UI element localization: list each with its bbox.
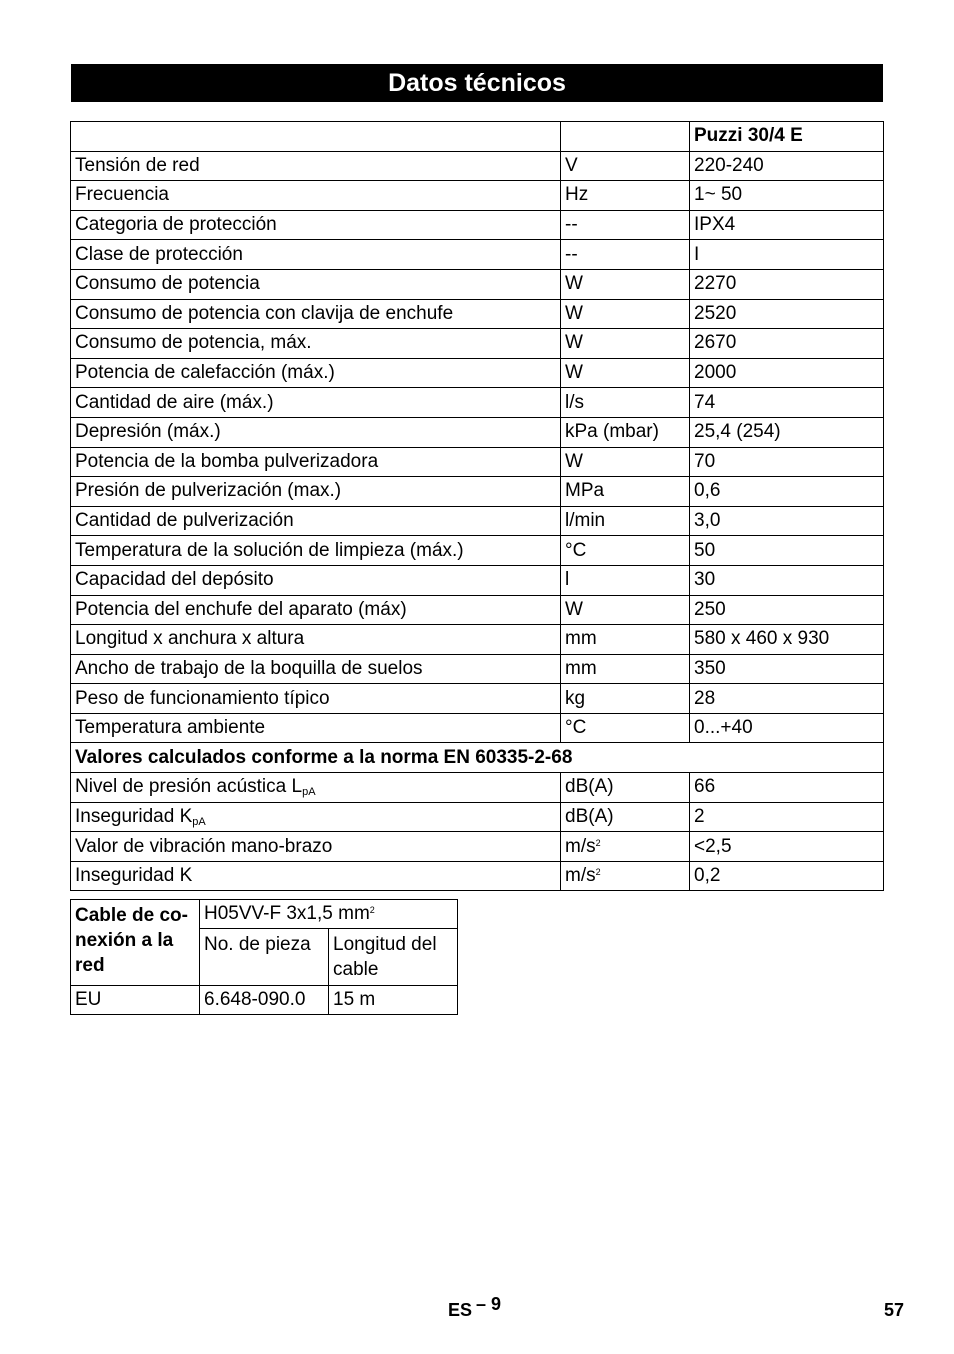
spec-unit: W xyxy=(561,299,690,329)
spec-label: Inseguridad K xyxy=(71,861,561,891)
spec-label xyxy=(71,773,561,803)
spec-unit: dB(A) xyxy=(561,773,690,803)
uncertainty-label: Inseguridad K xyxy=(75,805,193,827)
spec-value: <2,5 xyxy=(690,832,884,862)
table-row xyxy=(71,240,884,270)
cable-row-type xyxy=(71,900,458,929)
table-row xyxy=(71,802,884,832)
spec-label: Frecuencia xyxy=(71,181,561,211)
spec-unit: l/min xyxy=(561,506,690,536)
spec-value: 66 xyxy=(690,773,884,803)
spec-label: Categoria de protección xyxy=(71,210,561,240)
table-row xyxy=(71,595,884,625)
spec-label: Longitud x anchura x altura xyxy=(71,625,561,655)
spec-label: Peso de funcionamiento típico xyxy=(71,684,561,714)
spec-label: Temperatura de la solución de limpieza (máx.) xyxy=(71,536,561,566)
section-header: Valores calculados conforme a la norma EN 60335-2-68 xyxy=(71,743,884,773)
spec-label: Potencia de la bomba pulverizadora xyxy=(71,447,561,477)
spec-header-blank xyxy=(71,122,561,152)
spec-value: 2520 xyxy=(690,299,884,329)
spec-unit: W xyxy=(561,329,690,359)
spec-unit: V xyxy=(561,151,690,181)
spec-label: Temperatura ambiente xyxy=(71,713,561,743)
spec-unit: l/s xyxy=(561,388,690,418)
spec-unit: Hz xyxy=(561,181,690,211)
spec-value: IPX4 xyxy=(690,210,884,240)
spec-value: 580 x 460 x 930 xyxy=(690,625,884,655)
spec-label: Potencia del enchufe del aparato (máx) xyxy=(71,595,561,625)
spec-value: 0,2 xyxy=(690,861,884,891)
uncertainty-sub: pA xyxy=(192,815,206,828)
vib-unit: m/s xyxy=(565,835,596,857)
spec-value: I xyxy=(690,240,884,270)
spec-label: Potencia de calefacción (máx.) xyxy=(71,358,561,388)
table-row xyxy=(71,713,884,743)
spec-value: 3,0 xyxy=(690,506,884,536)
cable-type-sup: 2 xyxy=(369,905,375,915)
table-row xyxy=(71,625,884,655)
noise-label: Nivel de presión acústica L xyxy=(75,776,303,798)
spec-value: 250 xyxy=(690,595,884,625)
vib-unit-sup: 2 xyxy=(595,837,601,848)
spec-value: 0...+40 xyxy=(690,713,884,743)
footer-section-page: – 9 xyxy=(476,1294,502,1314)
spec-header-row xyxy=(71,122,884,152)
spec-calculated-body xyxy=(71,743,884,891)
spec-value: 350 xyxy=(690,654,884,684)
cable-region: EU xyxy=(71,986,200,1015)
spec-table xyxy=(70,121,884,891)
spec-value: 220-240 xyxy=(690,151,884,181)
cable-length: 15 m xyxy=(329,986,458,1015)
spec-label: Clase de protección xyxy=(71,240,561,270)
spec-unit: l xyxy=(561,565,690,595)
spec-label: Cantidad de pulverización xyxy=(71,506,561,536)
spec-value: 2270 xyxy=(690,269,884,299)
table-row xyxy=(71,210,884,240)
spec-unit xyxy=(561,832,690,862)
spec-label: Consumo de potencia, máx. xyxy=(71,329,561,359)
spec-value: 30 xyxy=(690,565,884,595)
spec-value: 70 xyxy=(690,447,884,477)
spec-value: 2000 xyxy=(690,358,884,388)
spec-unit: W xyxy=(561,358,690,388)
table-row xyxy=(71,358,884,388)
cable-col-part: No. de pieza xyxy=(200,929,329,986)
spec-value: 1~ 50 xyxy=(690,181,884,211)
spec-value: 2 xyxy=(690,802,884,832)
spec-value: 28 xyxy=(690,684,884,714)
spec-value: 25,4 (254) xyxy=(690,417,884,447)
table-row xyxy=(71,565,884,595)
spec-label: Valor de vibración mano-brazo xyxy=(71,832,561,862)
table-row xyxy=(71,329,884,359)
spec-unit: dB(A) xyxy=(561,802,690,832)
spec-unit: kg xyxy=(561,684,690,714)
table-row xyxy=(71,832,884,862)
footer-language xyxy=(448,1294,502,1321)
spec-unit: MPa xyxy=(561,477,690,507)
cable-header: Cable de co-nexión a la red xyxy=(71,900,200,986)
table-row xyxy=(71,861,884,891)
spec-unit: W xyxy=(561,269,690,299)
table-row xyxy=(71,536,884,566)
table-row xyxy=(71,506,884,536)
spec-value: 2670 xyxy=(690,329,884,359)
spec-label: Tensión de red xyxy=(71,151,561,181)
spec-label: Capacidad del depósito xyxy=(71,565,561,595)
spec-header-blank-unit xyxy=(561,122,690,152)
cable-row-eu xyxy=(71,986,458,1015)
table-row xyxy=(71,181,884,211)
table-row xyxy=(71,151,884,181)
spec-label: Cantidad de aire (máx.) xyxy=(71,388,561,418)
spec-unit: -- xyxy=(561,240,690,270)
cable-type xyxy=(200,900,458,929)
spec-value: 74 xyxy=(690,388,884,418)
spec-unit: mm xyxy=(561,654,690,684)
cable-table xyxy=(70,899,458,1015)
spec-label xyxy=(71,802,561,832)
table-row xyxy=(71,417,884,447)
table-row xyxy=(71,773,884,803)
spec-unit: W xyxy=(561,595,690,625)
table-row xyxy=(71,388,884,418)
unc2-unit-sup: 2 xyxy=(595,867,601,878)
spec-unit: W xyxy=(561,447,690,477)
spec-unit: mm xyxy=(561,625,690,655)
spec-unit: °C xyxy=(561,713,690,743)
table-row xyxy=(71,299,884,329)
spec-unit: -- xyxy=(561,210,690,240)
table-row xyxy=(71,477,884,507)
table-row xyxy=(71,269,884,299)
table-row xyxy=(71,447,884,477)
noise-sub: pA xyxy=(302,786,316,799)
cable-type-text: H05VV-F 3x1,5 mm xyxy=(204,903,370,924)
spec-label: Consumo de potencia con clavija de enchufe xyxy=(71,299,561,329)
page-title: Datos técnicos xyxy=(71,64,883,102)
spec-value: 0,6 xyxy=(690,477,884,507)
page-number: 57 xyxy=(884,1300,905,1320)
section-header-row xyxy=(71,743,884,773)
footer-lang-code: ES xyxy=(448,1300,473,1320)
spec-table-body xyxy=(71,122,884,743)
cable-col-length: Longitud del cable xyxy=(329,929,458,986)
spec-unit: kPa (mbar) xyxy=(561,417,690,447)
cable-part-no: 6.648-090.0 xyxy=(200,986,329,1015)
spec-label: Ancho de trabajo de la boquilla de suelos xyxy=(71,654,561,684)
spec-label: Depresión (máx.) xyxy=(71,417,561,447)
spec-unit: °C xyxy=(561,536,690,566)
spec-unit xyxy=(561,861,690,891)
spec-label: Presión de pulverización (max.) xyxy=(71,477,561,507)
model-name: Puzzi 30/4 E xyxy=(690,122,884,152)
spec-label: Consumo de potencia xyxy=(71,269,561,299)
table-row xyxy=(71,654,884,684)
table-row xyxy=(71,684,884,714)
spec-value: 50 xyxy=(690,536,884,566)
unc2-unit: m/s xyxy=(565,865,596,887)
